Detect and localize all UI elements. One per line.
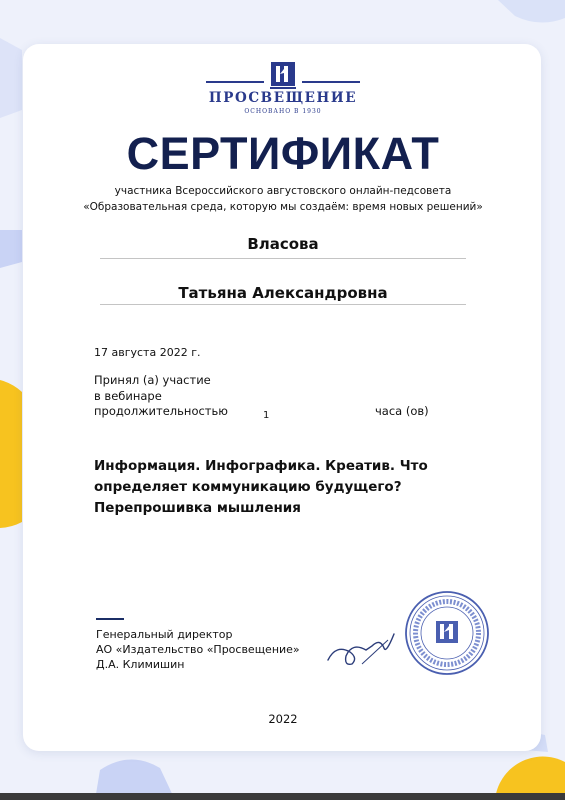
signatory-block — [96, 627, 300, 672]
subtitle-line-1: участника Всероссийского августовского онлайн-педсовета — [114, 185, 452, 197]
recipient-given-names: Татьяна Александровна — [178, 284, 388, 302]
signatory-accent-line — [96, 618, 124, 620]
duration-unit: часа (ов) — [375, 404, 429, 418]
webinar-topic — [94, 456, 474, 519]
topic-line-2: определяет коммуникацию будущего? — [94, 479, 402, 495]
given-names-underline — [100, 304, 466, 305]
signatory-name: Д.А. Климишин — [96, 658, 185, 671]
certificate-year: 2022 — [268, 712, 298, 726]
participation-line-3: продолжительностью — [94, 404, 228, 418]
signatory-organization: АО «Издательство «Просвещение» — [96, 643, 300, 656]
publisher-name: ПРОСВЕЩЕНИЕ — [208, 90, 358, 106]
bottom-edge-strip — [0, 793, 565, 800]
official-stamp — [402, 588, 492, 678]
event-date: 17 августа 2022 г. — [94, 346, 201, 359]
duration-value: 1 — [263, 410, 270, 421]
participation-line-1: Принял (а) участие — [94, 373, 211, 387]
topic-line-1: Информация. Инфографика. Креатив. Что — [94, 458, 428, 474]
publisher-founded: ОСНОВАНО В 1930 — [244, 108, 322, 115]
participation-line-2: в вебинаре — [94, 389, 162, 403]
subtitle-line-2: «Образовательная среда, которую мы создаём: время новых решений» — [83, 201, 483, 213]
certificate-title: СЕРТИФИКАТ — [126, 128, 440, 179]
surname-underline — [100, 258, 466, 259]
recipient-surname: Власова — [247, 235, 319, 253]
handwritten-signature — [322, 620, 402, 670]
certificate-subtitle — [24, 183, 542, 215]
signatory-position: Генеральный директор — [96, 628, 233, 641]
topic-line-3: Перепрошивка мышления — [94, 500, 301, 516]
